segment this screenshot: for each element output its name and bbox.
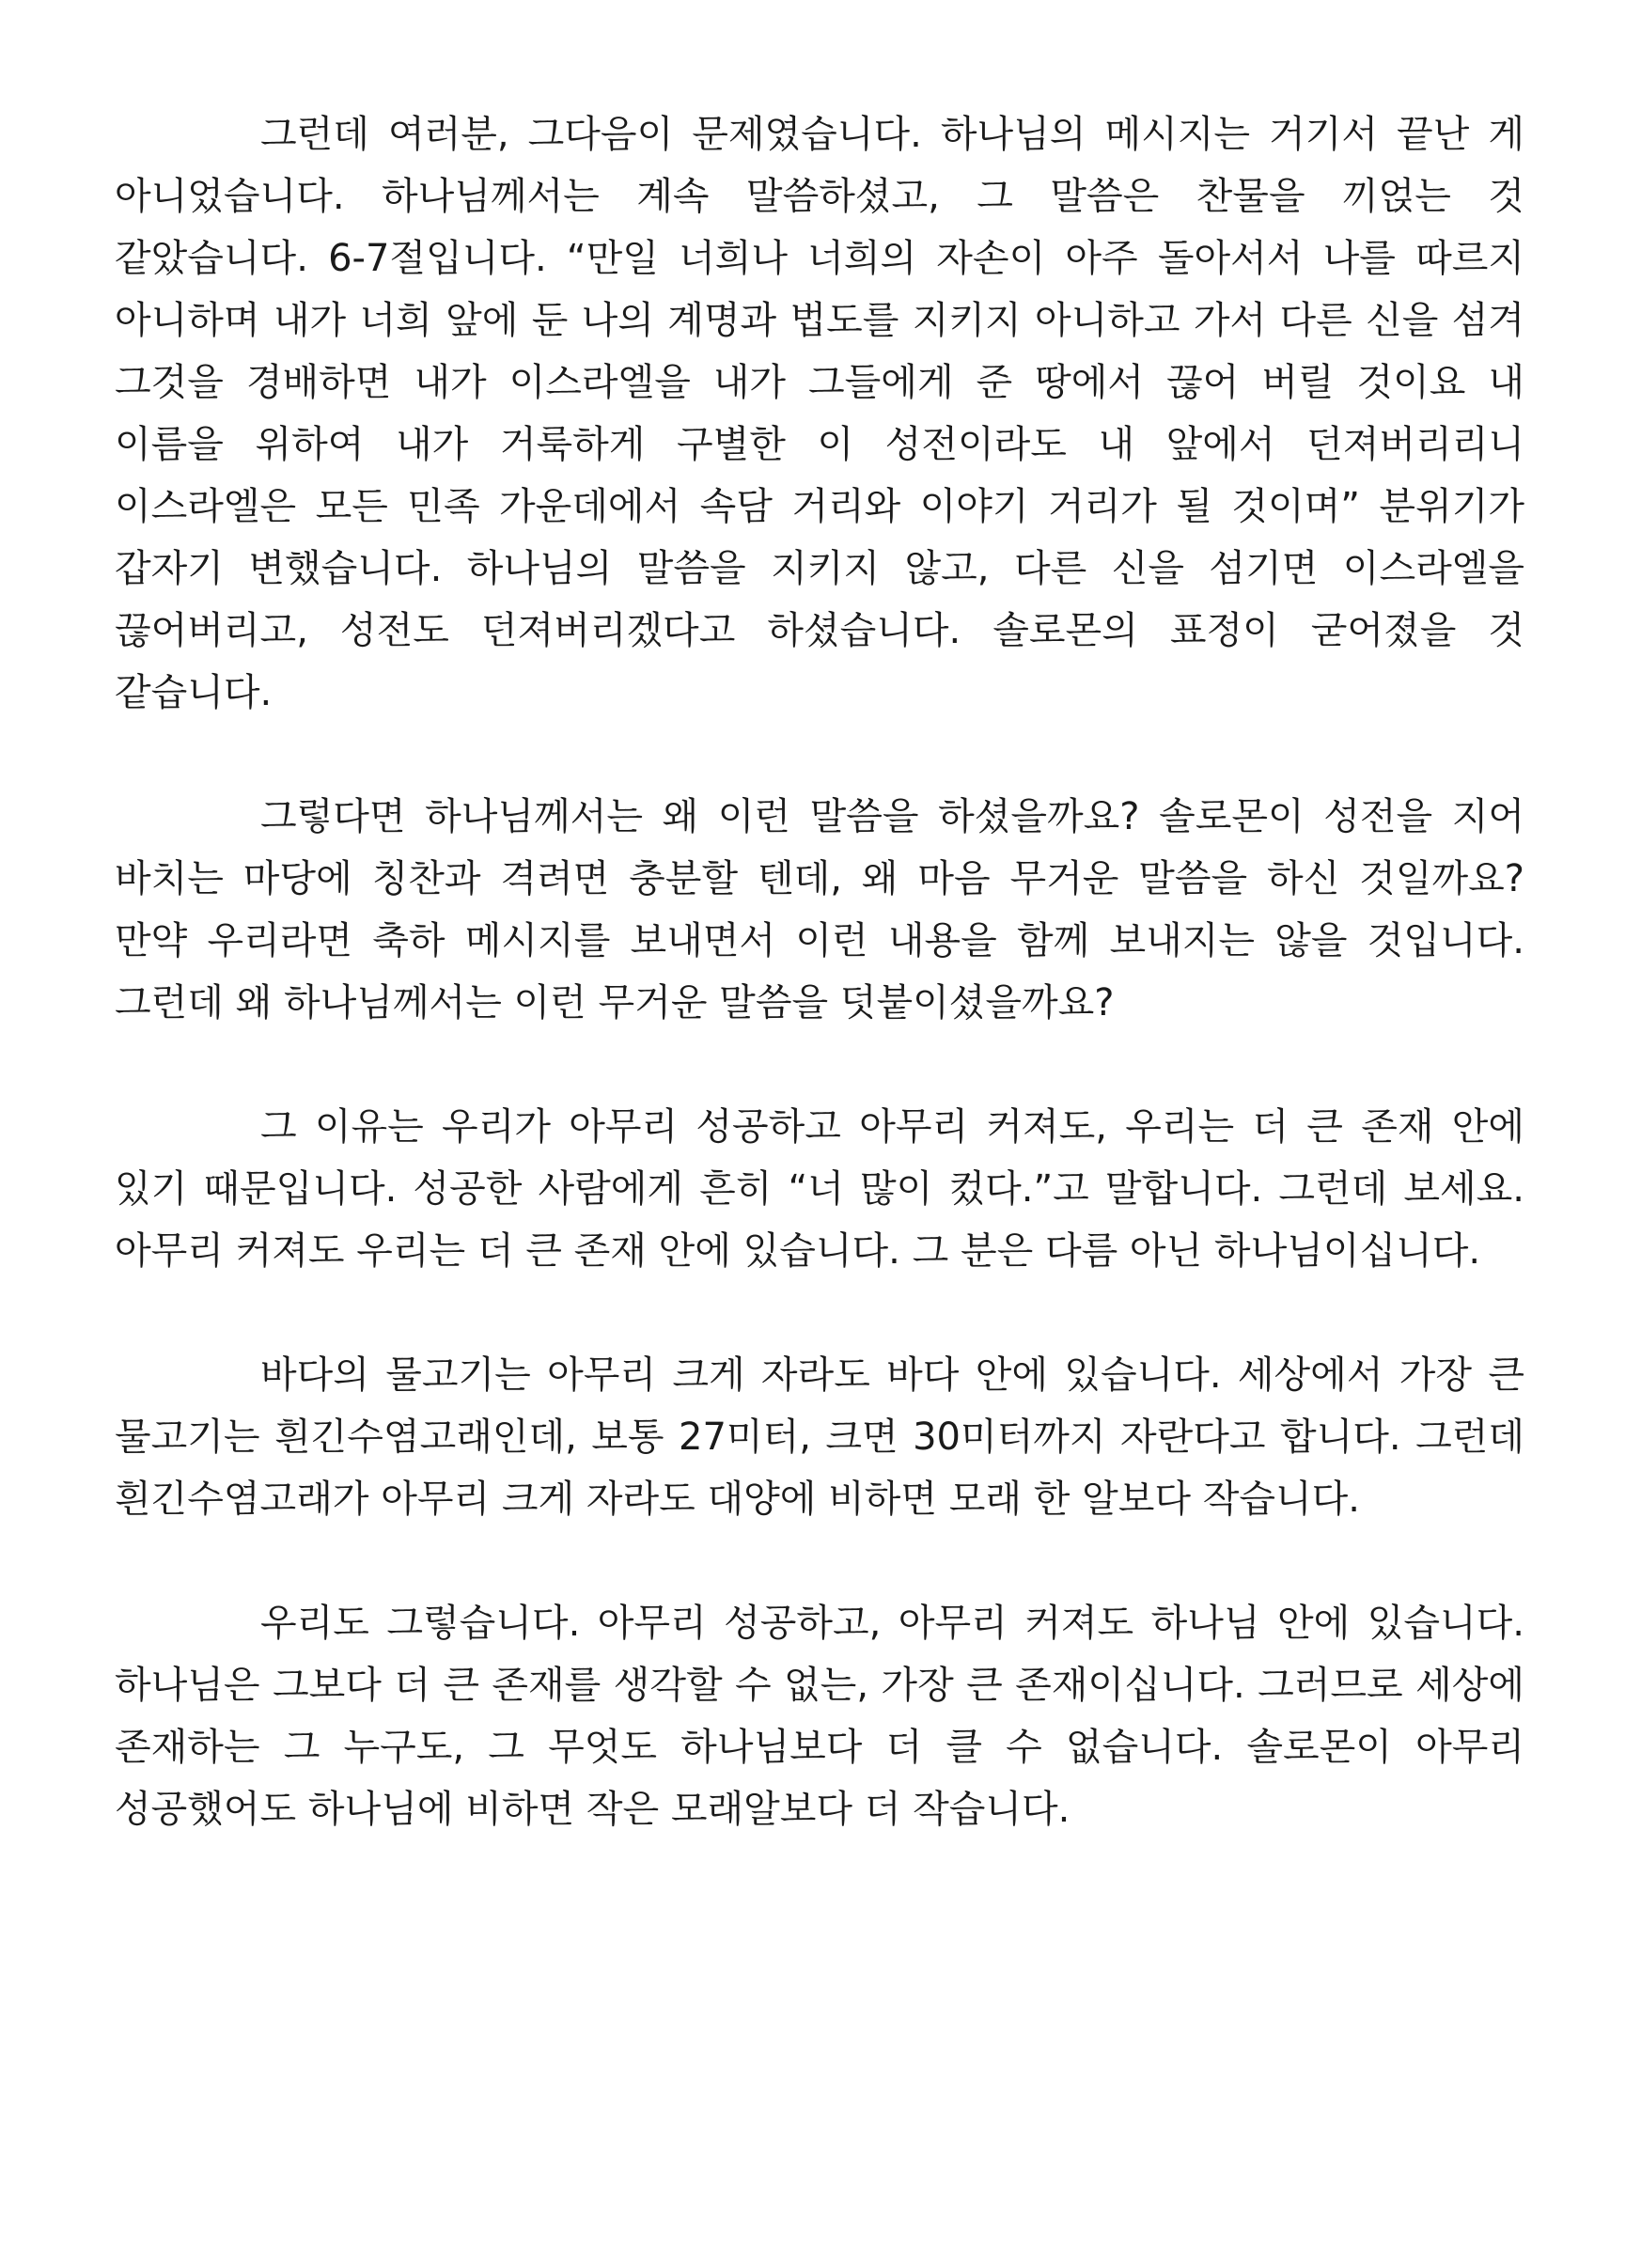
paragraph-3: 그 이유는 우리가 아무리 성공하고 아무리 커져도, 우리는 더 큰 존재 안에 있기 때문입니다. 성공한 사람에게 흔히 “너 많이 컸다.”고 말합니다. 그런데 보세요. 아무리 커져도 우리는 더 큰 존재 안에 있습니다. 그 분은 다름 아닌 하나님이십니다. <box>115 1105 1524 1273</box>
paragraph-1: 그런데 여러분, 그다음이 문제였습니다. 하나님의 메시지는 거기서 끝난 게 아니었습니다. 하나님께서는 계속 말씀하셨고, 그 말씀은 찬물을 끼얹는 것 같았습니다. 6-7절입니다. “만일 너희나 너희의 자손이 아주 돌아서서 나를 따르지 아니하며 내가 너희 앞에 둔 나의 계명과 법도를 지키지 아니하고 가서 다른 신을 섬겨 그것을 경배하면 내가 이스라엘을 내가 그들에게 준 땅에서 끊어 버릴 것이요 내 이름을 위하여 내가 거룩하게 구별한 이 성전이라도 내 앞에서 던져버리리니 이스라엘은 모든 민족 가운데에서 속담 거리와 이야기 거리가 될 것이며” 분위기가 갑자기 변했습니다. 하나님의 말씀을 지키지 않고, 다른 신을 섬기면 이스라엘을 끊어버리고, 성전도 던져버리겠다고 하셨습니다. 솔로몬의 표정이 굳어졌을 것 같습니다. <box>115 113 1524 714</box>
paragraph-5: 우리도 그렇습니다. 아무리 성공하고, 아무리 커져도 하나님 안에 있습니다. 하나님은 그보다 더 큰 존재를 생각할 수 없는, 가장 큰 존재이십니다. 그러므로 세상에 존재하는 그 누구도, 그 무엇도 하나님보다 더 클 수 없습니다. 솔로몬이 아무리 성공했어도 하나님에 비하면 작은 모래알보다 더 작습니다. <box>115 1602 1524 1831</box>
paragraph-2: 그렇다면 하나님께서는 왜 이런 말씀을 하셨을까요? 솔로몬이 성전을 지어 바치는 마당에 칭찬과 격려면 충분할 텐데, 왜 마음 무거운 말씀을 하신 것일까요? 만약 우리라면 축하 메시지를 보내면서 이런 내용을 함께 보내지는 않을 것입니다. 그런데 왜 하나님께서는 이런 무거운 말씀을 덧붙이셨을까요? <box>115 795 1524 1025</box>
paragraph-4: 바다의 물고기는 아무리 크게 자라도 바다 안에 있습니다. 세상에서 가장 큰 물고기는 흰긴수염고래인데, 보통 27미터, 크면 30미터까지 자란다고 합니다. 그런데 흰긴수염고래가 아무리 크게 자라도 대양에 비하면 모래 한 알보다 작습니다. <box>115 1353 1524 1521</box>
document-page <box>115 103 1524 1840</box>
